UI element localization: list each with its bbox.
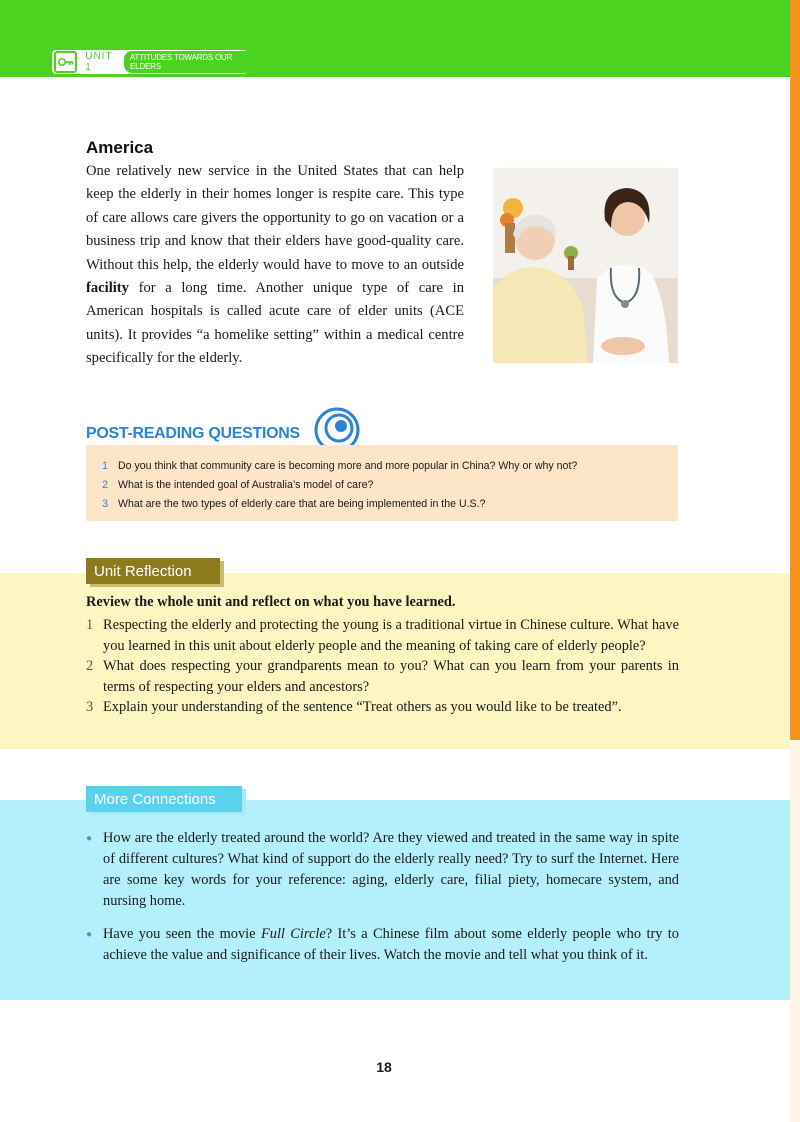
reflection-item bbox=[86, 697, 679, 718]
reflection-text: Explain your understanding of the sentence “Treat others as you would like to be treated”. bbox=[103, 699, 622, 715]
reflection-intro: Review the whole unit and reflect on what you have learned. bbox=[86, 594, 456, 610]
bullet-icon: ● bbox=[86, 929, 93, 940]
page-edge-strip bbox=[790, 0, 800, 1122]
question-number: 3 bbox=[102, 498, 108, 510]
keyword-facility: facility bbox=[86, 280, 129, 297]
unit-label: UNIT 1 bbox=[85, 51, 113, 73]
unit-title: ATTITUDES TOWARDS OUR ELDERS bbox=[124, 51, 254, 73]
question-item bbox=[86, 457, 678, 476]
question-number: 1 bbox=[102, 460, 108, 472]
post-reading-title: POST-READING QUESTIONS bbox=[86, 425, 300, 442]
post-reading-questions-box bbox=[86, 445, 678, 521]
connections-item bbox=[86, 828, 679, 912]
connections-text: How are the elderly treated around the world? Are they viewed and treated in the same way in spite of different cultures? What kind of support do the elderly really need? Try to surf the Internet. Here are some key words for your reference: aging, elderly care, filial piety, homecare system, and nursing home. bbox=[103, 830, 679, 909]
reflection-text: What does respecting your grandparents mean to you? What can you learn from your parents in terms of respecting your elders and ancestors? bbox=[103, 658, 679, 695]
question-text: What are the two types of elderly care that are being implemented in the U.S.? bbox=[118, 498, 486, 510]
question-text: Do you think that community care is becoming more and more popular in China? Why or why not? bbox=[118, 460, 578, 472]
america-paragraph: One relatively new service in the United States that can help keep the elderly in their homes longer is respite care. This type of care allows care givers the opportunity to go on vacation or a business trip and know that their elders have good-quality care. Without this help, the elderly would have to move to an outside facility for a long time. Another unique type of care in American hospitals is called acute care of elder units (ACE units). It provides “a homelike setting” within a medical centre specifically for the elderly. bbox=[86, 163, 464, 367]
movie-title: Full Circle bbox=[260, 926, 326, 942]
page-number: 18 bbox=[376, 1059, 392, 1075]
question-text: What is the intended goal of Australia’s model of care? bbox=[118, 479, 374, 491]
connections-item bbox=[86, 924, 679, 966]
key-icon bbox=[54, 51, 77, 73]
bullet-icon: ● bbox=[86, 833, 93, 844]
connections-list bbox=[86, 828, 679, 978]
connections-text: Have you seen the movie Full Circle? It’s a Chinese film about some elderly people who try to achieve the value and significance of their lives. Watch the movie and tell what you think of it. bbox=[103, 926, 679, 963]
unit-reflection-tag: Unit Reflection bbox=[86, 558, 220, 584]
reflection-item bbox=[86, 615, 679, 656]
reflection-number: 1 bbox=[86, 617, 94, 633]
question-item bbox=[86, 495, 678, 514]
question-item bbox=[86, 476, 678, 495]
reflection-item bbox=[86, 656, 679, 697]
reflection-list bbox=[86, 615, 679, 718]
section-title-america: America bbox=[86, 138, 154, 157]
nurse-elderly-photo bbox=[493, 168, 678, 363]
reflection-number: 2 bbox=[86, 658, 94, 674]
reflection-text: Respecting the elderly and protecting the young is a traditional virtue in Chinese culture. What have you learned in this unit about elderly people and the meaning of taking care of elderly people? bbox=[103, 617, 679, 654]
more-connections-tag: More Connections bbox=[86, 786, 242, 812]
orange-edge bbox=[790, 0, 800, 740]
question-number: 2 bbox=[102, 479, 108, 491]
unit-badge bbox=[52, 50, 254, 74]
reflection-number: 3 bbox=[86, 699, 94, 715]
